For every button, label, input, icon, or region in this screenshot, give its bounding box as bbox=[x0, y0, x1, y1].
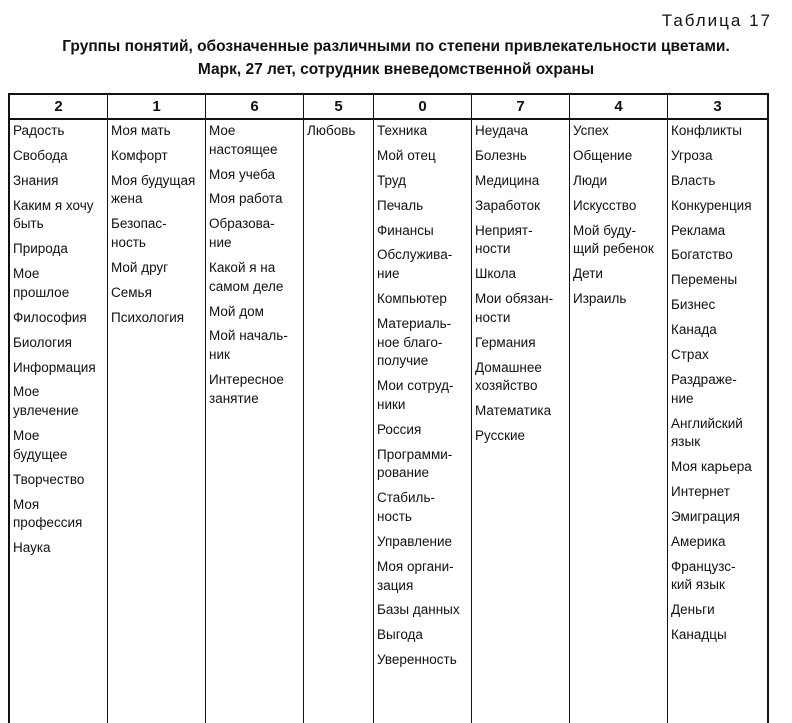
concept-item: Мой началь- ник bbox=[209, 328, 288, 363]
concept-item: Власть bbox=[671, 172, 716, 188]
concept-item: Деньги bbox=[671, 602, 715, 618]
concept-item: Мои сотруд- ники bbox=[377, 378, 454, 412]
concept-item: Канадцы bbox=[671, 627, 727, 643]
concept-item: Английский язык bbox=[671, 415, 743, 450]
concept-item: Техника bbox=[377, 123, 428, 138]
concept-item: Выгода bbox=[377, 627, 423, 643]
table-column bbox=[108, 95, 206, 723]
column-items bbox=[570, 120, 667, 309]
concept-item: Домашнее хозяйство bbox=[475, 359, 542, 394]
concept-item: Печаль bbox=[377, 197, 424, 213]
concept-item: Мои обязан- ности bbox=[475, 291, 554, 325]
concept-item: Дети bbox=[573, 266, 603, 282]
concept-item: Мой дом bbox=[209, 303, 264, 319]
concept-item: Комфорт bbox=[111, 147, 168, 163]
concept-item: Неприят- ности bbox=[475, 222, 533, 257]
concept-item: Мой буду- щий ребенок bbox=[573, 222, 654, 257]
concept-item: Мой отец bbox=[377, 147, 436, 163]
concept-item: Люди bbox=[573, 172, 608, 188]
table-column bbox=[570, 95, 668, 723]
concept-item: Обслужива- ние bbox=[377, 247, 453, 282]
concept-item: Стабиль- ность bbox=[377, 490, 435, 525]
column-header: 7 bbox=[472, 95, 569, 120]
concept-item: Материаль- ное благо- получие bbox=[377, 315, 452, 369]
concept-item: Моя профессия bbox=[13, 496, 83, 531]
concept-item: Неудача bbox=[475, 123, 529, 138]
color-groups-table bbox=[8, 93, 769, 723]
concept-item: Психология bbox=[111, 309, 185, 325]
concept-item: Угроза bbox=[671, 147, 713, 163]
column-items bbox=[206, 120, 303, 408]
concept-item: Германия bbox=[475, 334, 536, 350]
concept-item: Бизнес bbox=[671, 297, 716, 313]
column-items bbox=[668, 120, 767, 645]
concept-item: Мое будущее bbox=[13, 428, 68, 462]
concept-item: Наука bbox=[13, 540, 51, 556]
concept-item: Моя органи- зация bbox=[377, 558, 454, 593]
column-items bbox=[304, 120, 373, 141]
column-items bbox=[472, 120, 569, 446]
concept-item: Школа bbox=[475, 266, 517, 282]
concept-item: Моя учеба bbox=[209, 166, 276, 182]
concept-item: Биология bbox=[13, 334, 72, 350]
concept-item: Раздраже- ние bbox=[671, 371, 737, 406]
concept-item: Перемены bbox=[671, 272, 738, 288]
column-header: 2 bbox=[10, 95, 107, 120]
concept-item: Америка bbox=[671, 533, 726, 549]
concept-item: Программи- рование bbox=[377, 446, 453, 481]
concept-item: Интернет bbox=[671, 483, 730, 499]
concept-item: Моя будущая жена bbox=[111, 172, 196, 207]
concept-item: Свобода bbox=[13, 147, 68, 163]
column-header: 1 bbox=[108, 95, 205, 120]
concept-item: Любовь bbox=[307, 123, 356, 138]
concept-item: Мое прошлое bbox=[13, 266, 70, 300]
concept-item: Уверенность bbox=[377, 652, 457, 668]
table-column bbox=[472, 95, 570, 723]
concept-item: Французс- кий язык bbox=[671, 558, 736, 593]
concept-item: Управление bbox=[377, 533, 453, 549]
concept-item: Конкуренция bbox=[671, 197, 752, 213]
concept-item: Медицина bbox=[475, 172, 540, 188]
concept-item: Безопас- ность bbox=[111, 216, 167, 251]
column-header: 4 bbox=[570, 95, 667, 120]
concept-item: Мое настоящее bbox=[209, 123, 278, 157]
concept-item: Радость bbox=[13, 123, 65, 138]
concept-item: Успех bbox=[573, 123, 609, 138]
column-header: 3 bbox=[668, 95, 767, 120]
concept-item: Моя карьера bbox=[671, 459, 752, 475]
column-items bbox=[108, 120, 205, 327]
concept-item: Интересное занятие bbox=[209, 372, 284, 406]
column-header: 0 bbox=[374, 95, 471, 120]
concept-item: Мой друг bbox=[111, 259, 169, 275]
table-caption-line-2: Марк, 27 лет, сотрудник вневедомственной охраны bbox=[197, 61, 595, 78]
concept-item: Моя мать bbox=[111, 123, 171, 138]
concept-item: Какой я на самом деле bbox=[209, 259, 284, 294]
column-header: 6 bbox=[206, 95, 303, 120]
table-column bbox=[374, 95, 472, 723]
concept-item: Базы данных bbox=[377, 602, 460, 618]
concept-item: Реклама bbox=[671, 222, 726, 238]
table-number: Таблица 17 bbox=[661, 11, 772, 30]
concept-item: Общение bbox=[573, 147, 633, 163]
table-column bbox=[206, 95, 304, 723]
concept-item: Семья bbox=[111, 284, 152, 300]
column-items bbox=[10, 120, 107, 558]
concept-item: Информация bbox=[13, 359, 96, 375]
concept-item: Конфликты bbox=[671, 123, 743, 138]
column-header: 5 bbox=[304, 95, 373, 120]
table-column bbox=[668, 95, 767, 723]
concept-item: Образова- ние bbox=[209, 216, 275, 251]
concept-item: Страх bbox=[671, 347, 709, 363]
concept-item: Заработок bbox=[475, 197, 541, 213]
concept-item: Финансы bbox=[377, 222, 434, 238]
table-column bbox=[304, 95, 374, 723]
concept-item: Богатство bbox=[671, 247, 733, 263]
concept-item: Моя работа bbox=[209, 191, 283, 207]
concept-item: Математика bbox=[475, 403, 552, 419]
concept-item: Канада bbox=[671, 322, 717, 338]
concept-item: Россия bbox=[377, 421, 422, 437]
table-column bbox=[10, 95, 108, 723]
concept-item: Труд bbox=[377, 172, 407, 188]
concept-item: Творчество bbox=[13, 471, 85, 487]
concept-item: Эмиграция bbox=[671, 508, 740, 524]
concept-item: Философия bbox=[13, 309, 87, 325]
column-items bbox=[374, 120, 471, 670]
concept-item: Израиль bbox=[573, 291, 627, 307]
concept-item: Компьютер bbox=[377, 291, 447, 307]
concept-item: Мое увлечение bbox=[13, 384, 79, 419]
concept-item: Природа bbox=[13, 241, 68, 257]
concept-item: Знания bbox=[13, 172, 59, 188]
concept-item: Русские bbox=[475, 428, 526, 444]
table-caption-line-1: Группы понятий, обозначенные различными по степени привлекательности цветами. bbox=[62, 38, 730, 55]
concept-item: Искусство bbox=[573, 197, 637, 213]
concept-item: Болезнь bbox=[475, 147, 527, 163]
concept-item: Каким я хочу быть bbox=[13, 197, 94, 232]
